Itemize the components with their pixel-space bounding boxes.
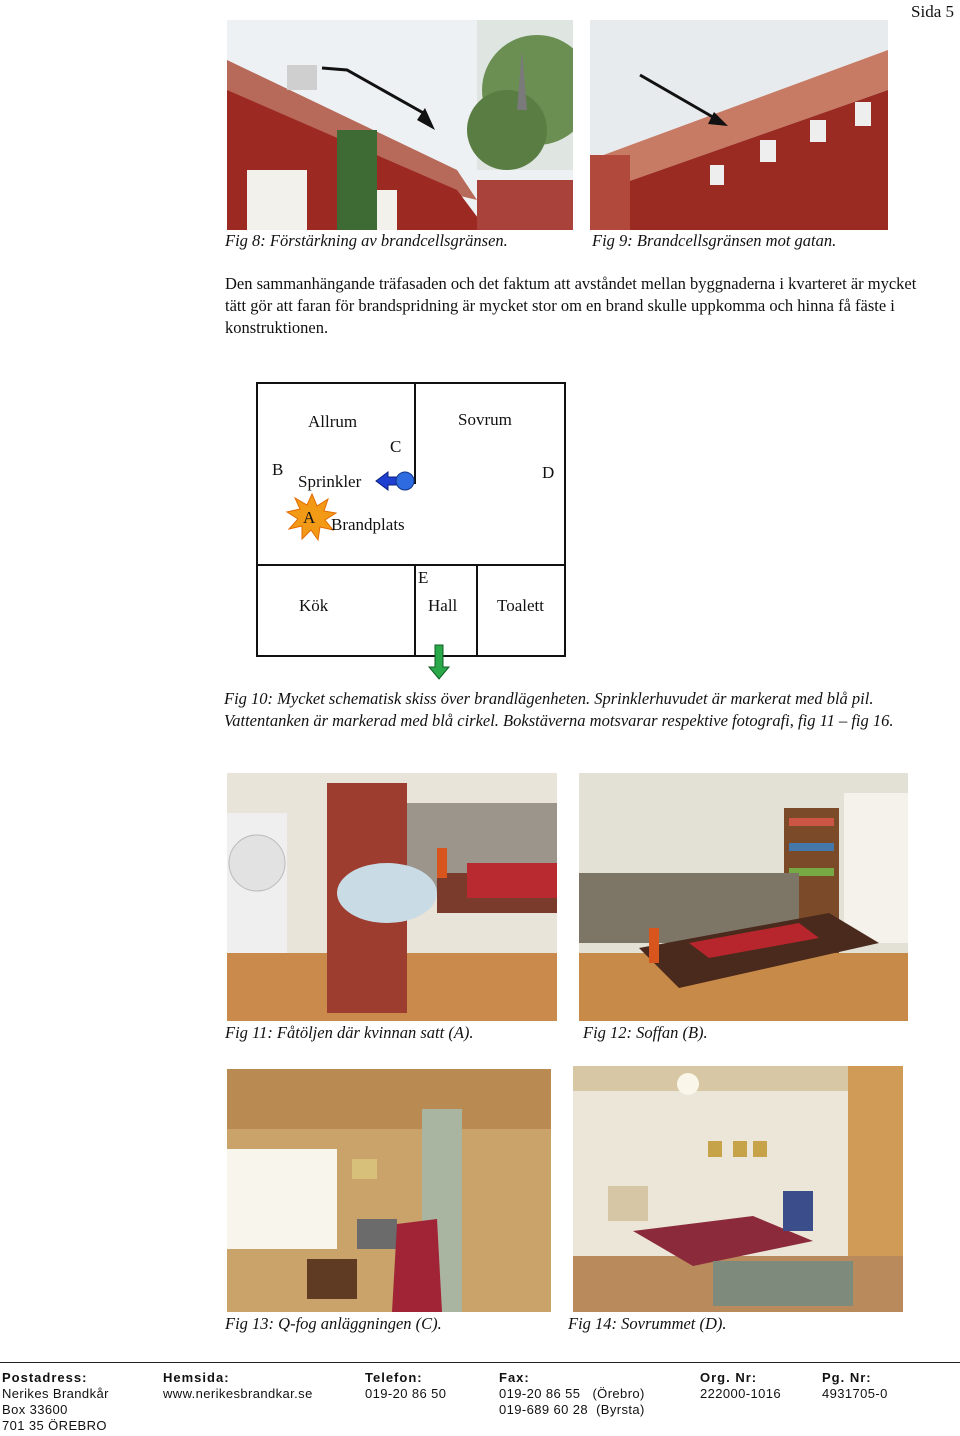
fig11-caption: Fig 11: Fåtöljen där kvinnan satt (A). [225, 1023, 474, 1042]
room-toalett-label: Toalett [497, 596, 544, 615]
brandplats-label: Brandplats [331, 515, 405, 534]
marker-d-label: D [542, 463, 555, 482]
footer-org-label: Org. Nr: [700, 1370, 758, 1385]
footer-org-value: 222000-1016 [700, 1386, 782, 1401]
footer-postadress-line3: 701 35 ÖREBRO [2, 1418, 107, 1433]
fig9-caption: Fig 9: Brandcellsgränsen mot gatan. [592, 231, 837, 250]
room-hall-label: Hall [428, 596, 458, 615]
footer-org [700, 1370, 781, 1402]
footer-postadress-line2: Box 33600 [2, 1402, 68, 1417]
footer-postadress-label: Postadress: [2, 1370, 88, 1385]
footer-fax [499, 1370, 645, 1418]
photo-fig9 [590, 20, 888, 230]
footer-hemsida-label: Hemsida: [163, 1370, 230, 1385]
photo-fig13 [227, 1069, 551, 1312]
sprinkler-label: Sprinkler [298, 472, 362, 491]
fig14-caption: Fig 14: Sovrummet (D). [568, 1314, 727, 1333]
footer-hemsida [163, 1370, 313, 1402]
photo-fig14 [573, 1066, 903, 1312]
footer-fax-label: Fax: [499, 1370, 530, 1385]
room-sovrum-label: Sovrum [458, 410, 512, 429]
marker-e-label: E [418, 568, 429, 587]
page-number: Sida 5 [911, 2, 954, 21]
marker-c-label: C [390, 437, 402, 456]
footer-hemsida-link[interactable]: www.nerikesbrandkar.se [163, 1386, 313, 1401]
water-tank-icon [396, 472, 414, 490]
footer-fax-line2: 019-689 60 28 (Byrsta) [499, 1402, 645, 1417]
fig12-caption: Fig 12: Soffan (B). [583, 1023, 708, 1042]
footer-pg-label: Pg. Nr: [822, 1370, 872, 1385]
footer-telefon [365, 1370, 446, 1402]
footer-postadress-line1: Nerikes Brandkår [2, 1386, 109, 1401]
body-paragraph: Den sammanhängande träfasaden och det faktum att avståndet mellan byggnaderna i kvarteret är mycket tätt gör att faran för brandspridning är mycket stor om en brand skulle uppkomma och hinna få fäste i konstruktionen. [225, 274, 917, 337]
photo-fig12 [579, 773, 908, 1021]
footer-pg [822, 1370, 888, 1402]
room-kok-label: Kök [299, 596, 329, 615]
floor-plan [256, 382, 568, 678]
footer-telefon-value: 019-20 86 50 [365, 1386, 447, 1401]
footer-pg-value: 4931705-0 [822, 1386, 888, 1401]
fig10-caption: Fig 10: Mycket schematisk skiss över brandlägenheten. Sprinklerhuvudet är markerat med blå pil. Vattentanken är markerad med blå cirkel. Bokstäverna motsvarar respektive fotografi, fig 11 – fig 16. [224, 689, 894, 730]
photo-fig11 [227, 773, 557, 1021]
fig8-caption: Fig 8: Förstärkning av brandcellsgränsen. [225, 231, 508, 250]
footer-telefon-label: Telefon: [365, 1370, 423, 1385]
footer-fax-line1: 019-20 86 55 (Örebro) [499, 1386, 645, 1401]
room-allrum-label: Allrum [308, 412, 358, 431]
footer-postadress [2, 1370, 109, 1434]
marker-a-label: A [303, 508, 316, 527]
fig13-caption: Fig 13: Q-fog anläggningen (C). [225, 1314, 442, 1333]
photo-fig8 [227, 20, 573, 230]
marker-b-label: B [272, 460, 284, 479]
footer-divider [0, 1362, 960, 1363]
